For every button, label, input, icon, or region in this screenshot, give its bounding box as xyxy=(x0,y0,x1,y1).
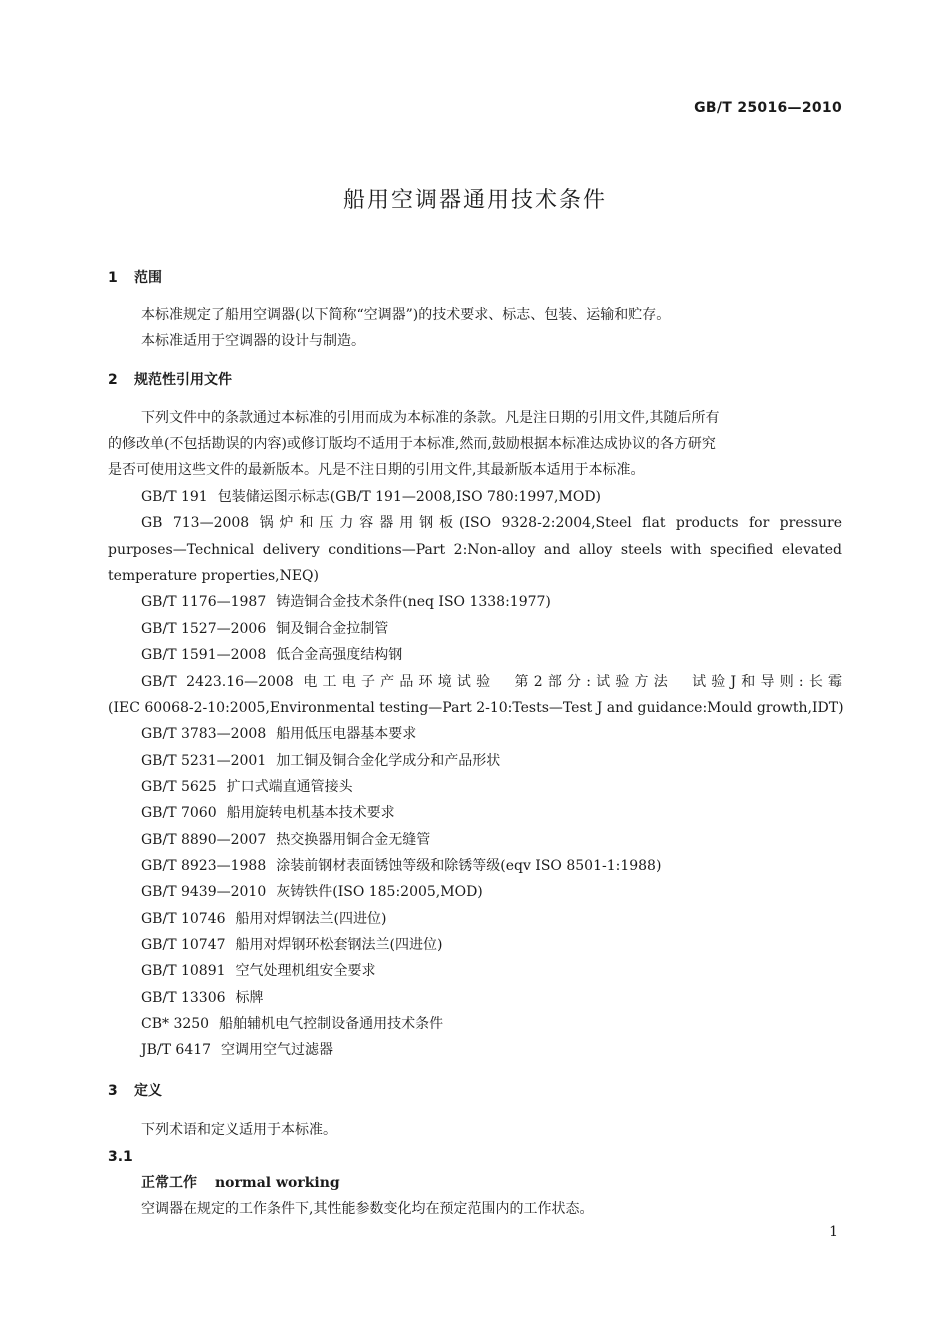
reference-code: GB/T 1176—1987 xyxy=(141,594,267,610)
reference-code: GB/T 8923—1988 xyxy=(141,858,267,874)
section-number: 3 xyxy=(108,1083,118,1099)
reference-code: GB/T 5231—2001 xyxy=(141,753,267,769)
reference-code: GB/T 10746 xyxy=(141,911,226,927)
reference-code: GB/T 8890—2007 xyxy=(141,832,267,848)
reference-title: 热交换器用铜合金无缝管 xyxy=(276,832,431,848)
reference-title: 空调用空气过滤器 xyxy=(221,1042,334,1058)
reference-title: 扩口式端直通管接头 xyxy=(226,779,353,795)
section-3-heading xyxy=(108,1081,842,1101)
reference-title: 船用低压电器基本要求 xyxy=(276,726,417,742)
reference-title: 涂装前钢材表面锈蚀等级和除锈等级(eqv ISO 8501-1:1988) xyxy=(276,858,662,874)
reference-item xyxy=(141,856,842,876)
reference-title: 加工铜及铜合金化学成分和产品形状 xyxy=(276,753,501,769)
document-title: 船用空调器通用技术条件 xyxy=(342,188,607,213)
section-title: 范围 xyxy=(134,270,162,286)
paragraph: 下列术语和定义适用于本标准。 xyxy=(141,1122,337,1138)
reference-code: GB/T 2423.16—2008 xyxy=(141,674,294,690)
reference-item xyxy=(141,619,842,639)
reference-title: 低合金高强度结构钢 xyxy=(276,647,403,663)
reference-item xyxy=(141,935,842,955)
reference-code: GB 713—2008 xyxy=(141,515,250,531)
reference-item xyxy=(141,909,842,929)
reference-code: GB/T 3783—2008 xyxy=(141,726,267,742)
reference-title: 船舶辅机电气控制设备通用技术条件 xyxy=(219,1016,444,1032)
reference-title: 包装储运图示标志(GB/T 191—2008,ISO 780:1997,MOD) xyxy=(217,489,602,505)
section-2-heading xyxy=(108,370,842,390)
reference-title: 船用对焊钢环松套钢法兰(四进位) xyxy=(235,937,443,953)
term-definition: 空调器在规定的工作条件下,其性能参数变化均在预定范围内的工作状态。 xyxy=(141,1201,594,1217)
reference-item xyxy=(141,830,842,850)
reference-code: GB/T 10747 xyxy=(141,937,226,953)
reference-title: 标牌 xyxy=(235,990,264,1006)
paragraph-line: 是否可使用这些文件的最新版本。凡是不注日期的引用文件,其最新版本适用于本标准。 xyxy=(108,462,645,478)
section-number: 1 xyxy=(108,270,118,286)
reference-title: 船用旋转电机基本技术要求 xyxy=(226,805,395,821)
term-chinese: 正常工作 xyxy=(141,1175,197,1191)
reference-item xyxy=(141,487,842,507)
reference-continuation: temperature properties,NEQ) xyxy=(108,568,319,584)
reference-item xyxy=(141,513,842,533)
reference-item xyxy=(141,961,842,981)
reference-item xyxy=(141,751,842,771)
paragraph: 本标准规定了船用空调器(以下简称“空调器”)的技术要求、标志、包装、运输和贮存。 xyxy=(141,307,671,323)
reference-title: 空气处理机组安全要求 xyxy=(235,963,376,979)
reference-title: 铸造铜合金技术条件(neq ISO 1338:1977) xyxy=(276,594,551,610)
reference-code: GB/T 7060 xyxy=(141,805,217,821)
reference-continuation: purposes—Technical delivery conditions—Part 2:Non-alloy and alloy steels with specified elevated xyxy=(108,542,842,558)
section-title: 规范性引用文件 xyxy=(134,372,232,388)
reference-title: 铜及铜合金拉制管 xyxy=(276,621,389,637)
reference-item xyxy=(141,988,842,1008)
term-english: normal working xyxy=(215,1175,340,1191)
reference-code: GB/T 191 xyxy=(141,489,208,505)
reference-item xyxy=(141,882,842,902)
reference-item xyxy=(141,777,842,797)
reference-item xyxy=(141,645,842,665)
paragraph-line: 下列文件中的条款通过本标准的引用而成为本标准的条款。凡是注日期的引用文件,其随后所有 xyxy=(141,410,720,426)
standard-code: GB/T 25016—2010 xyxy=(694,100,842,116)
reference-code: GB/T 5625 xyxy=(141,779,217,795)
reference-code: GB/T 13306 xyxy=(141,990,226,1006)
reference-title: 灰铸铁件(ISO 185:2005,MOD) xyxy=(276,884,483,900)
reference-code: GB/T 9439—2010 xyxy=(141,884,267,900)
reference-item xyxy=(141,1014,842,1034)
reference-item xyxy=(141,724,842,744)
page-number: 1 xyxy=(829,1224,838,1240)
paragraph: 本标准适用于空调器的设计与制造。 xyxy=(141,333,365,349)
section-title: 定义 xyxy=(134,1083,162,1099)
reference-code: CB* 3250 xyxy=(141,1016,210,1032)
section-1-heading xyxy=(108,268,842,288)
reference-title: 电工电子产品环境试验 第2部分:试验方法 试验J和导则:长霉 xyxy=(303,674,843,690)
section-number: 2 xyxy=(108,372,118,388)
reference-code: JB/T 6417 xyxy=(141,1042,212,1058)
reference-item xyxy=(141,672,842,692)
subsection-number: 3.1 xyxy=(108,1149,133,1165)
reference-title: 船用对焊钢法兰(四进位) xyxy=(235,911,387,927)
reference-item xyxy=(141,803,842,823)
reference-code: GB/T 1591—2008 xyxy=(141,647,267,663)
reference-continuation: (IEC 60068-2-10:2005,Environmental testing—Part 2-10:Tests—Test J and guidance:Mould growth,IDT) xyxy=(108,700,844,716)
term-entry xyxy=(141,1173,842,1193)
paragraph-line: 的修改单(不包括勘误的内容)或修订版均不适用于本标准,然而,鼓励根据本标准达成协议的各方研究 xyxy=(108,436,716,452)
reference-code: GB/T 1527—2006 xyxy=(141,621,267,637)
reference-title: 锅炉和压力容器用钢板(ISO 9328-2:2004,Steel flat products for pressure xyxy=(259,515,842,531)
reference-item xyxy=(141,592,842,612)
reference-item xyxy=(141,1040,842,1060)
reference-code: GB/T 10891 xyxy=(141,963,226,979)
